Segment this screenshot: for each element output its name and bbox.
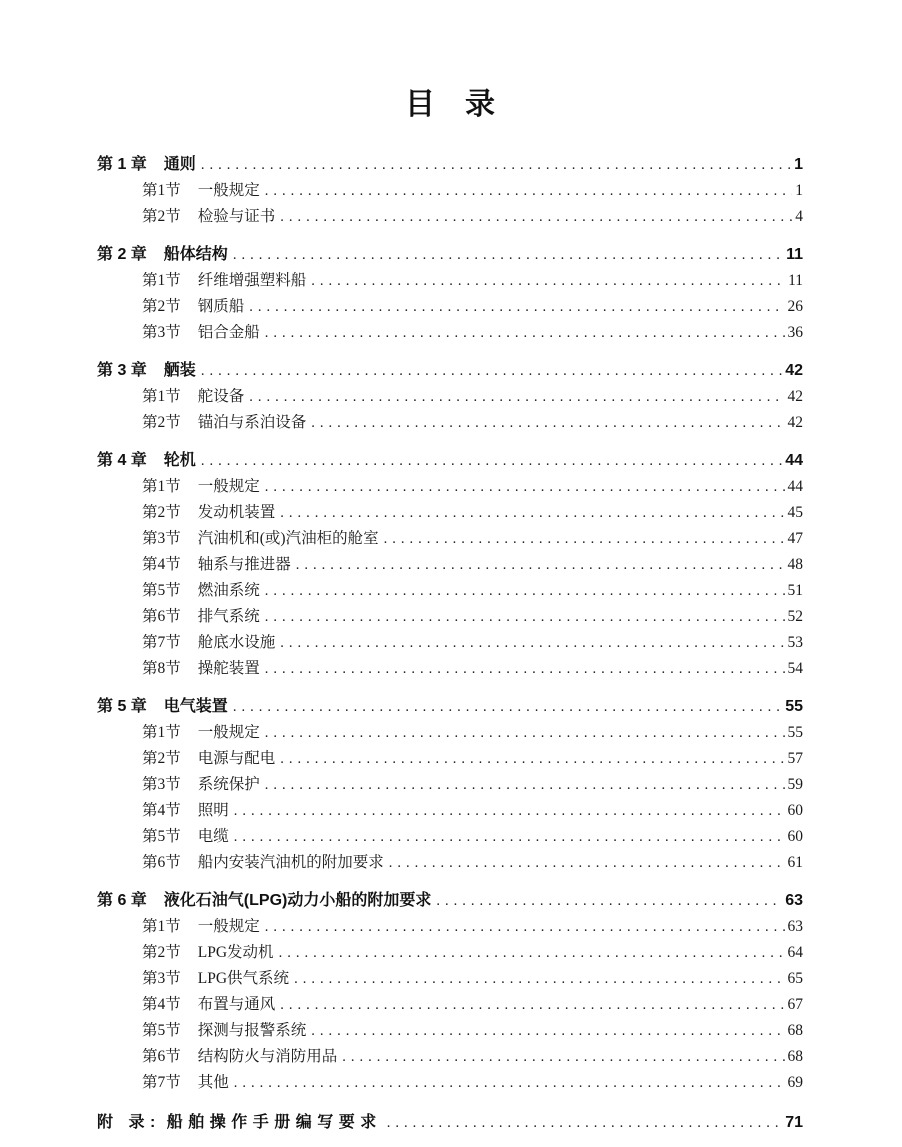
chapter-group-5 [97,694,803,876]
section-title: 船内安装汽油机的附加要求 [197,854,384,871]
toc-section-row [97,320,803,346]
section-label: 第6节 [142,1048,181,1065]
page-number: 59 [787,776,803,793]
dot-leader [280,500,784,526]
section-label: 第2节 [142,750,181,767]
dot-leader [234,824,785,850]
section-label: 第2节 [142,414,181,431]
page-number: 45 [787,504,803,521]
toc-section-row [97,992,803,1018]
dot-leader [233,242,783,268]
toc-chapter-row [97,448,803,474]
section-title: 操舵装置 [197,660,260,677]
toc-section-row [97,178,803,204]
section-title: 舵设备 [197,388,245,405]
dot-leader [265,578,785,604]
chapter-group-6 [97,888,803,1096]
page-number: 44 [787,478,803,495]
dot-leader [436,888,782,914]
page-number: 67 [787,996,803,1013]
section-label: 第2节 [142,504,181,521]
section-label: 第3节 [142,530,181,547]
page-number: 52 [787,608,803,625]
toc-section-row [97,966,803,992]
dot-leader [265,178,792,204]
section-title: LPG供气系统 [197,970,290,987]
dot-leader [265,474,785,500]
dot-leader [249,294,784,320]
section-label: 第1节 [142,272,181,289]
page-number: 11 [786,246,803,263]
page-number: 63 [787,918,803,935]
toc-section-row [97,500,803,526]
section-label: 第1节 [142,388,181,405]
section-title: 探测与报警系统 [197,1022,307,1039]
dot-leader [311,1018,784,1044]
dot-leader [234,798,785,824]
toc-section-row [97,268,803,294]
section-label: 第5节 [142,828,181,845]
dot-leader [234,1070,785,1096]
section-title: 燃油系统 [197,582,260,599]
section-title: 电缆 [197,828,229,845]
section-label: 第4节 [142,996,181,1013]
section-title: LPG发动机 [197,944,274,961]
section-label: 第1节 [142,478,181,495]
toc-section-row [97,410,803,436]
page-number: 48 [787,556,803,573]
section-title: 锚泊与系泊设备 [197,414,307,431]
page-number: 57 [787,750,803,767]
dot-leader [265,656,785,682]
section-title: 照明 [197,802,229,819]
page-number: 26 [787,298,803,315]
section-title: 系统保护 [197,776,260,793]
section-label: 第4节 [142,556,181,573]
page-number: 71 [785,1114,803,1131]
toc-section-row [97,294,803,320]
dot-leader [201,358,782,384]
page-number: 69 [787,1074,803,1091]
page-number: 68 [787,1022,803,1039]
chapter-label: 第 1 章 [97,156,147,173]
chapter-label: 第 6 章 [97,892,147,909]
toc-section-row [97,578,803,604]
chapter-label: 第 4 章 [97,452,147,469]
section-title: 排气系统 [197,608,260,625]
section-label: 第8节 [142,660,181,677]
section-label: 第7节 [142,1074,181,1091]
dot-leader [265,604,785,630]
page-number: 68 [787,1048,803,1065]
page-number: 4 [795,208,803,225]
toc-section-row [97,526,803,552]
section-label: 第3节 [142,970,181,987]
toc-section-row [97,656,803,682]
page-number: 42 [787,414,803,431]
section-label: 第6节 [142,854,181,871]
page-number: 53 [787,634,803,651]
toc-section-row [97,772,803,798]
section-label: 第1节 [142,182,181,199]
dot-leader [249,384,784,410]
page-number: 55 [785,698,803,715]
dot-leader [296,552,785,578]
section-title: 其他 [197,1074,229,1091]
section-title: 一般规定 [197,182,260,199]
toc-section-row [97,604,803,630]
page-number: 1 [794,156,803,173]
chapter-title: 船体结构 [163,246,228,263]
page-number: 63 [785,892,803,909]
dot-leader [265,320,785,346]
chapter-title: 液化石油气(LPG)动力小船的附加要求 [163,892,432,909]
dot-leader [311,410,784,436]
dot-leader [280,630,784,656]
section-label: 第2节 [142,298,181,315]
toc-section-row [97,384,803,410]
page-number: 1 [795,182,803,199]
section-title: 一般规定 [197,478,260,495]
dot-leader [387,1110,782,1136]
section-label: 第3节 [142,324,181,341]
toc-section-row [97,914,803,940]
dot-leader [265,914,785,940]
appendix-title: 船舶操作手册编写要求 [166,1114,382,1131]
page-number: 54 [787,660,803,677]
page-number: 42 [787,388,803,405]
toc-section-row [97,746,803,772]
toc-section-row [97,630,803,656]
dot-leader [265,720,785,746]
dot-leader [265,772,785,798]
appendix-label: 附 录: [97,1114,161,1131]
toc-chapter-row [97,152,803,178]
section-title: 轴系与推进器 [197,556,291,573]
chapter-group-1 [97,152,803,230]
dot-leader [294,966,784,992]
dot-leader [311,268,785,294]
section-title: 检验与证书 [197,208,276,225]
section-title: 布置与通风 [197,996,276,1013]
chapter-title: 轮机 [163,452,196,469]
toc-section-row [97,1018,803,1044]
chapter-group-3 [97,358,803,436]
toc-section-row [97,798,803,824]
dot-leader [280,746,784,772]
toc-chapter-row [97,242,803,268]
dot-leader [279,940,785,966]
toc-section-row [97,1070,803,1096]
page-number: 11 [788,272,803,289]
dot-leader [384,526,785,552]
section-title: 一般规定 [197,918,260,935]
section-label: 第5节 [142,582,181,599]
chapter-label: 第 3 章 [97,362,147,379]
section-label: 第4节 [142,802,181,819]
section-title: 舱底水设施 [197,634,276,651]
section-title: 电源与配电 [197,750,276,767]
toc-section-row [97,474,803,500]
section-title: 发动机装置 [197,504,276,521]
toc-appendix-row [97,1110,803,1136]
section-title: 铝合金船 [197,324,260,341]
section-label: 第1节 [142,724,181,741]
toc-chapter-row [97,694,803,720]
page-number: 55 [787,724,803,741]
section-title: 钢质船 [197,298,245,315]
page-number: 51 [787,582,803,599]
chapter-title: 电气装置 [163,698,228,715]
toc-section-row [97,824,803,850]
chapter-title: 舾装 [163,362,196,379]
page-number: 42 [785,362,803,379]
chapter-label: 第 2 章 [97,246,147,263]
toc-section-row [97,720,803,746]
page-number: 44 [785,452,803,469]
toc-chapter-row [97,888,803,914]
toc-section-row [97,204,803,230]
chapter-label: 第 5 章 [97,698,147,715]
chapter-group-4 [97,448,803,682]
page-number: 47 [787,530,803,547]
toc-section-row [97,552,803,578]
section-title: 结构防火与消防用品 [197,1048,338,1065]
toc-section-row [97,850,803,876]
chapter-title: 通则 [163,156,196,173]
page-number: 36 [787,324,803,341]
section-label: 第2节 [142,944,181,961]
toc-section-row [97,1044,803,1070]
dot-leader [280,204,792,230]
chapter-group-2 [97,242,803,346]
toc-chapter-row [97,358,803,384]
section-label: 第1节 [142,918,181,935]
dot-leader [233,694,782,720]
dot-leader [389,850,785,876]
page-number: 60 [787,828,803,845]
dot-leader [201,448,782,474]
page-number: 64 [787,944,803,961]
section-label: 第5节 [142,1022,181,1039]
section-title: 汽油机和(或)汽油柜的舱室 [197,530,379,547]
section-title: 一般规定 [197,724,260,741]
page-number: 61 [787,854,803,871]
section-label: 第7节 [142,634,181,651]
section-title: 纤维增强塑料船 [197,272,307,289]
dot-leader [201,152,791,178]
dot-leader [280,992,784,1018]
page-number: 65 [787,970,803,987]
page-number: 60 [787,802,803,819]
section-label: 第6节 [142,608,181,625]
section-label: 第3节 [142,776,181,793]
dot-leader [342,1044,784,1070]
page-title: 目 录 [405,88,495,121]
section-label: 第2节 [142,208,181,225]
toc-section-row [97,940,803,966]
